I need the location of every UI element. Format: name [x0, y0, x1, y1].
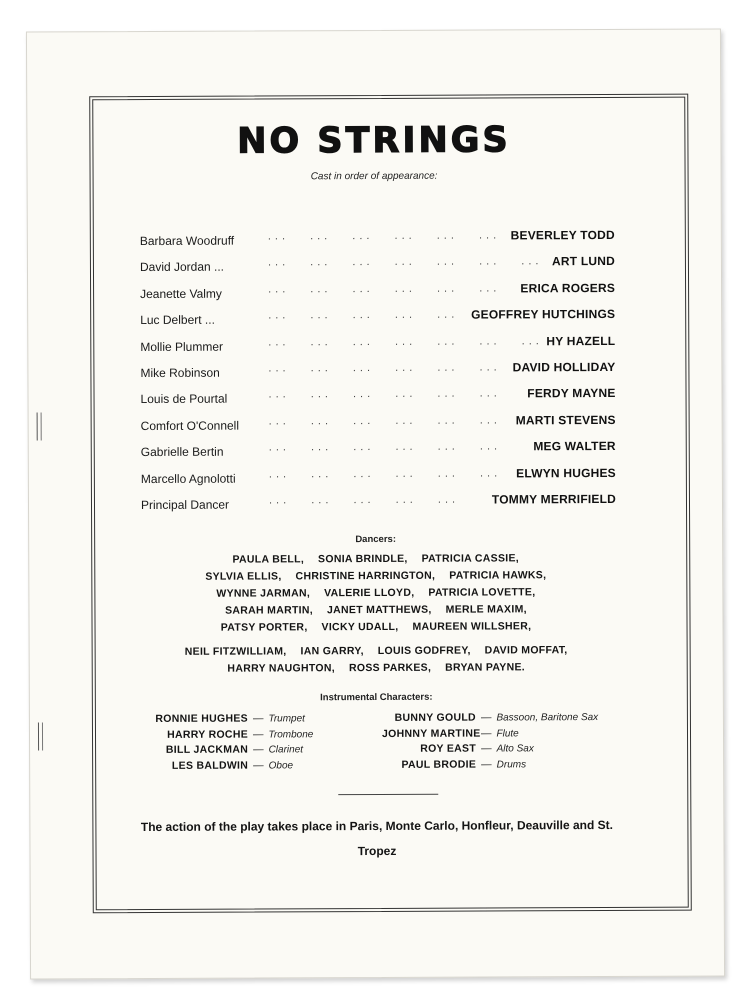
cast-actor: MARTI STEVENS	[515, 412, 616, 428]
cast-actor: TOMMY MERRIFIELD	[491, 491, 617, 507]
cast-row	[141, 465, 616, 493]
page-title: NO STRINGS	[237, 120, 511, 162]
dancer-name: JANET MATTHEWS,	[326, 603, 432, 617]
cast-role: Comfort O'Connell	[140, 418, 240, 433]
instrument-row	[382, 725, 632, 742]
instrument-name: Trumpet	[268, 713, 305, 725]
instrument-name: Flute	[496, 727, 519, 739]
musician-name: HARRY ROCHE	[167, 728, 249, 741]
musician-name: JOHNNY MARTINE	[381, 727, 481, 740]
dash: —	[253, 743, 264, 756]
dancers-heading: Dancers:	[355, 533, 397, 546]
leader-dots: ... ... ... ... ... ...	[268, 440, 502, 454]
programme-page	[26, 28, 725, 979]
leader-dots: ... ... ... ... ...	[268, 308, 459, 322]
instrument-row	[152, 711, 367, 727]
leader-dots: ... ... ... ... ... ... ...	[268, 334, 543, 349]
cast-row	[141, 413, 616, 441]
dancer-name: PATRICIA HAWKS,	[449, 569, 547, 582]
instrument-name: Drums	[496, 758, 527, 770]
instrument-name: Trombone	[268, 728, 314, 740]
cast-role: Luc Delbert ...	[140, 312, 215, 328]
cast-actor: ELWYN HUGHES	[516, 465, 616, 480]
instrumental-heading: Instrumental Characters:	[320, 691, 433, 704]
musician-name: LES BALDWIN	[171, 759, 249, 772]
dash: —	[253, 758, 264, 772]
instrument-row	[382, 756, 632, 773]
cast-actor: BEVERLEY TODD	[510, 227, 615, 243]
musician-name: BUNNY GOULD	[394, 711, 476, 724]
dancer-name: WYNNE JARMAN,	[216, 587, 311, 600]
cast-row	[140, 360, 615, 388]
cast-actor: HY HAZELL	[546, 333, 616, 348]
dancer-line	[30, 658, 723, 678]
leader-dots: ... ... ... ... ... ...	[268, 414, 501, 428]
dancer-name: VICKY UDALL,	[321, 620, 399, 634]
dancer-name: SONIA BRINDLE,	[318, 552, 408, 566]
cast-role: Louis de Pourtal	[140, 391, 228, 407]
musician-name: RONNIE HUGHES	[155, 712, 248, 725]
instrument-row	[152, 727, 367, 743]
cast-row	[140, 228, 615, 256]
dancer-name: VALERIE LLOYD,	[324, 586, 415, 600]
dancer-name: PATRICIA CASSIE,	[421, 552, 520, 565]
cast-row	[141, 439, 616, 467]
cast-role: Principal Dancer	[140, 497, 230, 512]
instrumental-list-left	[152, 711, 367, 774]
cast-actor: MEG WALTER	[533, 439, 616, 454]
staple	[37, 412, 42, 440]
instrument-row	[152, 742, 367, 758]
cast-role: Mollie Plummer	[140, 339, 224, 354]
cast-role: Mike Robinson	[140, 365, 220, 380]
dancer-name: SARAH MARTIN,	[225, 604, 314, 617]
dancer-name: MERLE MAXIM,	[445, 603, 527, 616]
dancer-name: DAVID MOFFAT,	[484, 644, 568, 657]
dash: —	[252, 727, 264, 741]
dancer-name: IAN GARRY,	[300, 645, 364, 658]
leader-dots: ... ... ... ... ... ...	[268, 282, 501, 296]
dancer-name: PATRICIA LOVETTE,	[428, 586, 536, 599]
cast-actor: FERDY MAYNE	[527, 386, 616, 401]
cast-actor: DAVID HOLLIDAY	[512, 359, 616, 375]
cast-actor: GEOFFREY HUTCHINGS	[471, 307, 616, 322]
cast-row	[140, 307, 615, 335]
instrument-name: Oboe	[268, 759, 294, 771]
leader-dots: ... ... ... ... ... ...	[268, 466, 502, 480]
musician-name: ROY EAST	[420, 742, 477, 755]
dancer-name: MAUREEN WILLSHER,	[412, 620, 532, 633]
dancer-name: PAULA BELL,	[232, 553, 305, 566]
staple	[38, 722, 43, 750]
dash: —	[480, 711, 492, 724]
cast-role: David Jordan ...	[139, 260, 225, 275]
dash: —	[252, 712, 264, 725]
leader-dots: ... ... ... ... ...	[268, 493, 460, 507]
dancer-name: CHRISTINE HARRINGTON,	[295, 569, 436, 583]
cast-row	[140, 281, 615, 309]
instrument-row	[382, 741, 632, 758]
cast-role: Gabrielle Bertin	[140, 444, 224, 460]
dancer-name: ROSS PARKES,	[348, 661, 432, 675]
dash: —	[480, 726, 492, 740]
dancer-name: SYLVIA ELLIS,	[205, 570, 282, 583]
cast-subtitle: Cast in order of appearance:	[310, 170, 438, 183]
instrument-name: Alto Sax	[496, 743, 534, 755]
dancer-line	[30, 617, 723, 637]
cast-role: Marcello Agnolotti	[140, 471, 236, 486]
instrument-name: Bassoon, Baritone Sax	[496, 712, 599, 724]
dash: —	[481, 742, 492, 755]
cast-row	[140, 254, 615, 282]
setting-note: The action of the play takes place in Paris, Monte Carlo, Honfleur, Deauville and St. Tropez	[140, 817, 613, 859]
cast-actor: ERICA ROGERS	[520, 280, 616, 296]
leader-dots: ... ... ... ... ... ...	[268, 387, 501, 401]
musician-name: BILL JACKMAN	[165, 743, 249, 756]
leader-dots: ... ... ... ... ... ...	[267, 229, 501, 243]
musician-name: PAUL BRODIE	[401, 758, 477, 771]
leader-dots: ... ... ... ... ... ... ...	[267, 255, 543, 269]
cast-row	[141, 492, 616, 520]
cast-role: Barbara Woodruff	[139, 233, 235, 249]
dancer-name: NEIL FITZWILLIAM,	[184, 645, 287, 658]
dancer-name: BRYAN PAYNE.	[445, 661, 526, 674]
cast-list	[140, 228, 616, 520]
instrumental-list-right	[382, 710, 632, 773]
cast-row	[140, 334, 615, 362]
dancers-list	[29, 549, 723, 678]
dash: —	[481, 757, 492, 771]
instrument-row	[382, 710, 632, 727]
dancer-name: PATSY PORTER,	[220, 621, 308, 634]
dancer-name: HARRY NAUGHTON,	[227, 662, 336, 675]
instrument-name: Clarinet	[268, 744, 304, 756]
instrument-row	[152, 758, 367, 774]
leader-dots: ... ... ... ... ... ...	[268, 361, 501, 375]
cast-row	[140, 386, 615, 414]
cast-actor: ART LUND	[551, 254, 615, 269]
cast-role: Jeanette Valmy	[140, 286, 222, 301]
dancer-name: LOUIS GODFREY,	[377, 644, 471, 657]
